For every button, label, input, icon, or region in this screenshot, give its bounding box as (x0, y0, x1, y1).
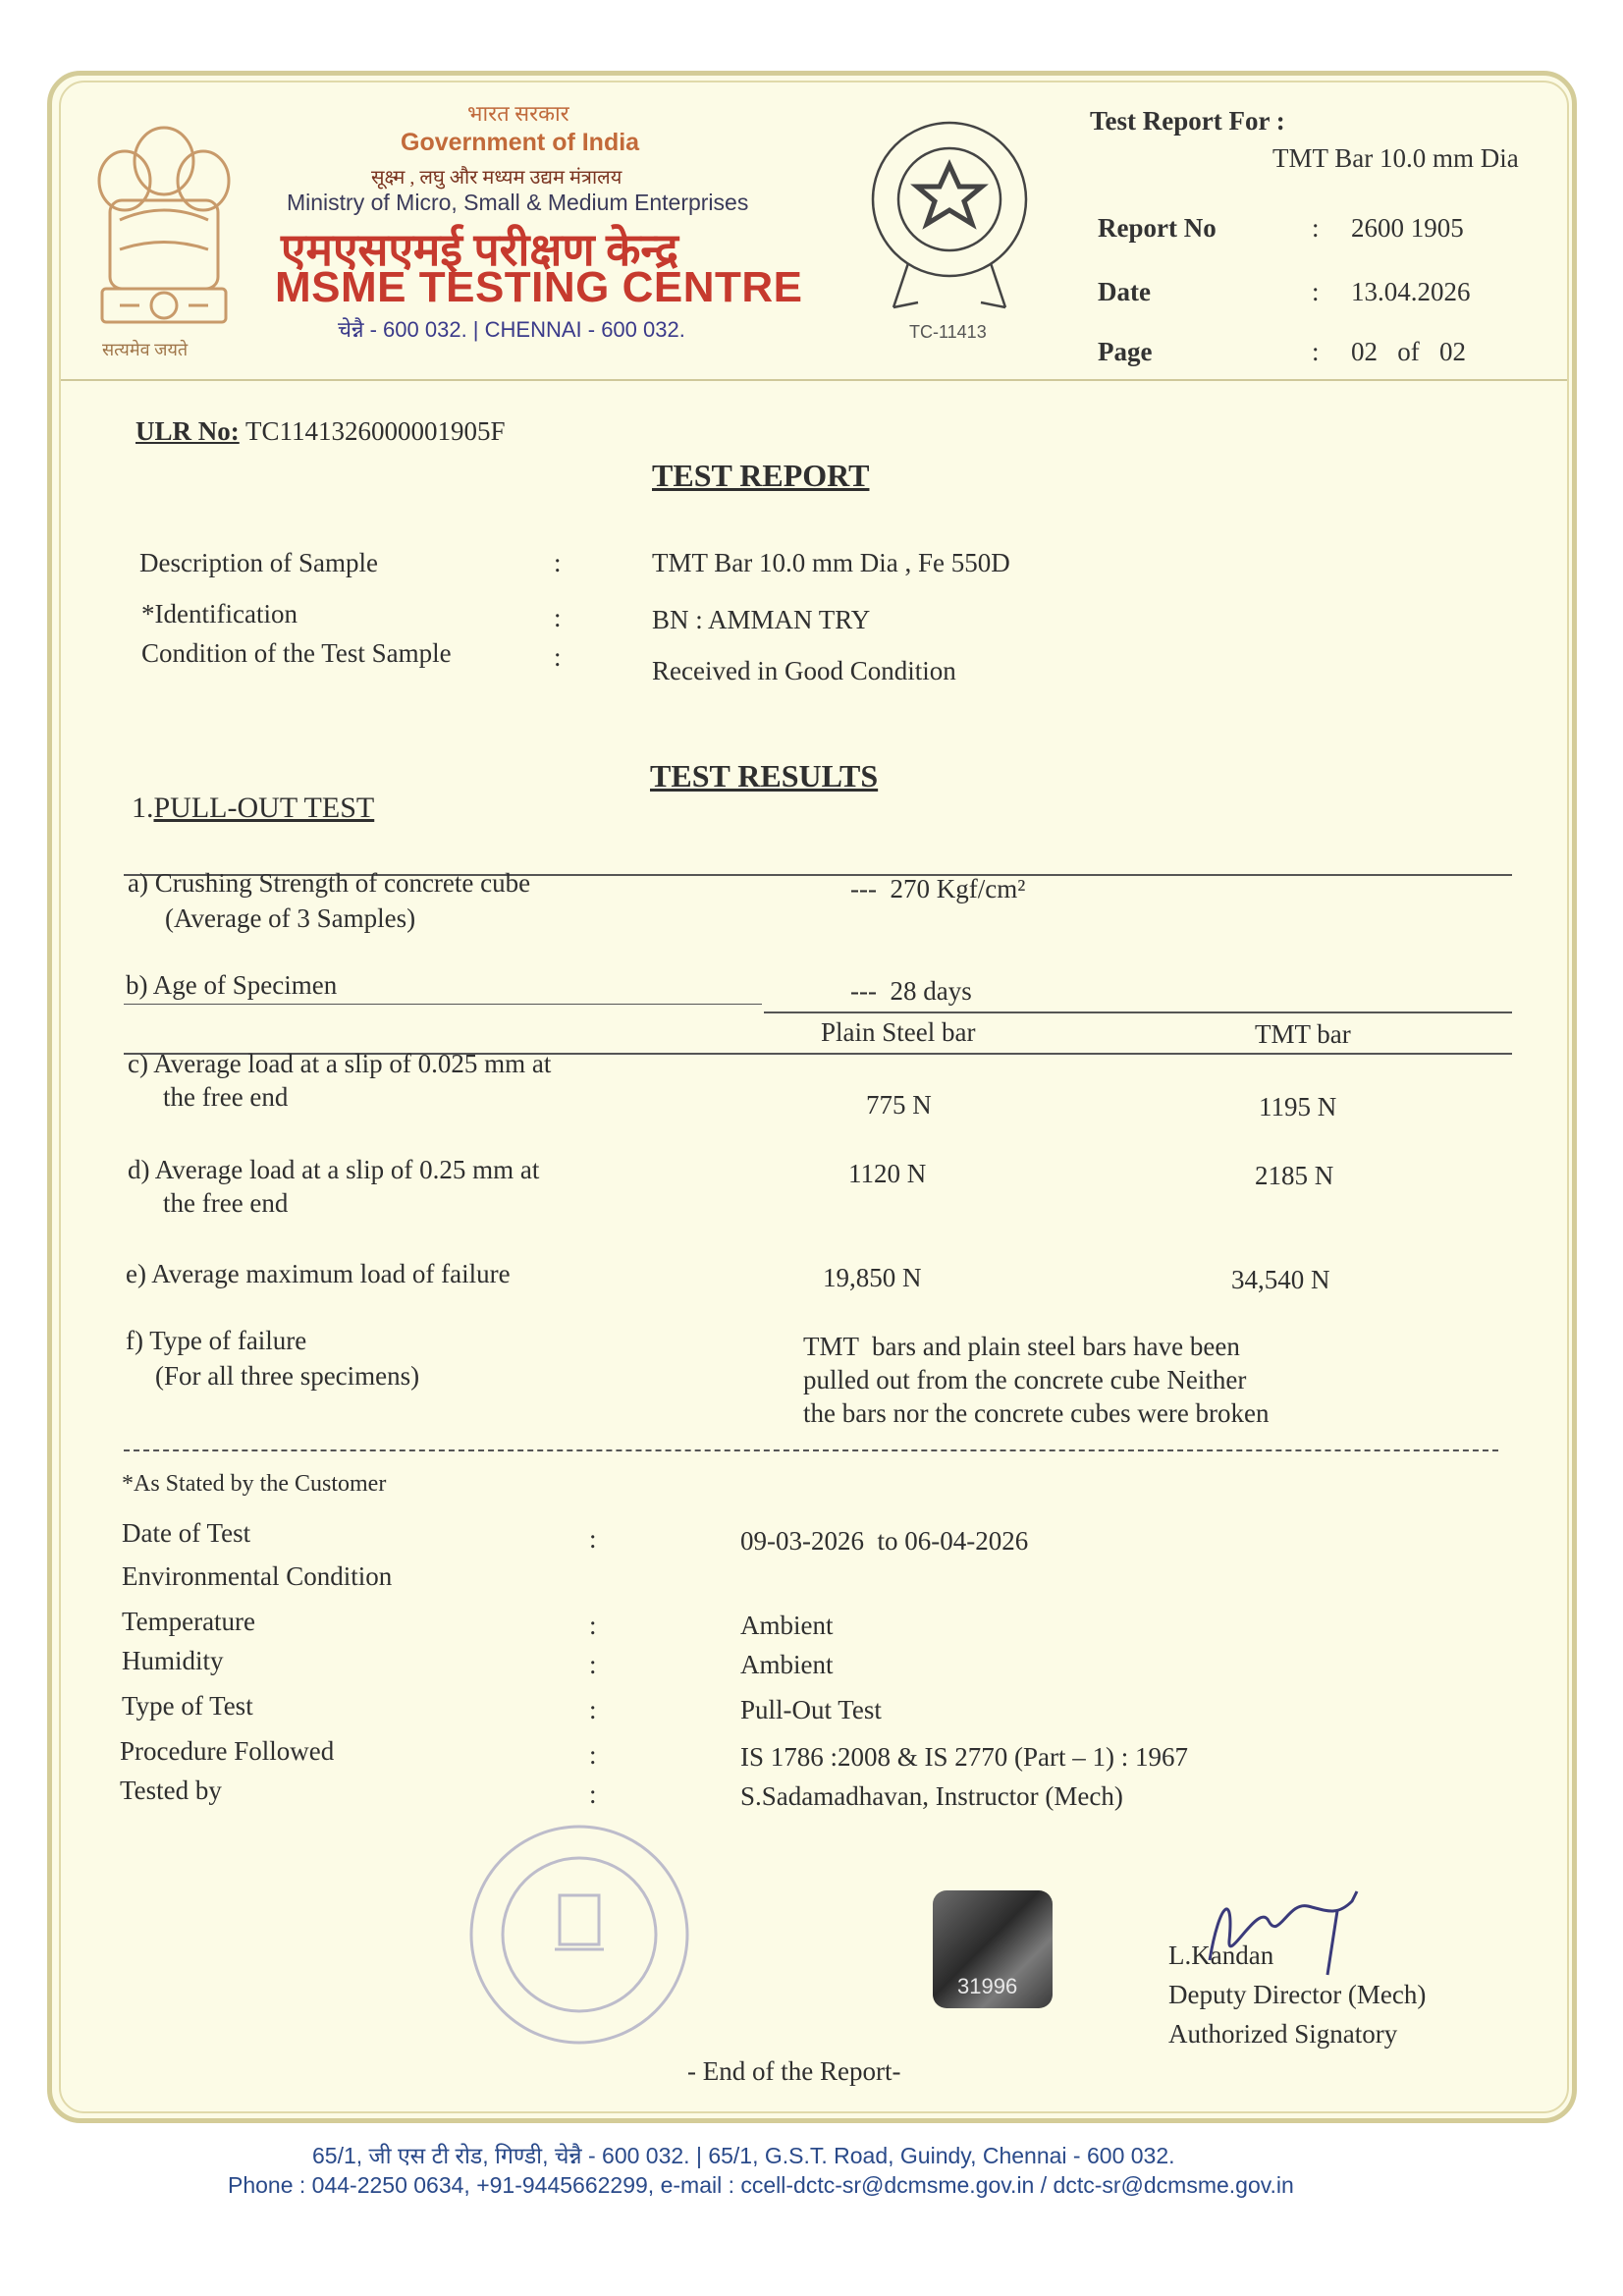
identification-label: *Identification (141, 599, 298, 629)
slip-025-label: d) Average load at a slip of 0.25 mm at (128, 1155, 540, 1184)
type-of-test-label: Type of Test (122, 1691, 253, 1721)
date-of-test-value: 09-03-2026 to 06-04-2026 (740, 1526, 1029, 1556)
slip-0025-sublabel: the free end (163, 1082, 289, 1112)
column-tmt-bar: TMT bar (1255, 1019, 1351, 1049)
page-value: 02 of 02 (1351, 337, 1466, 366)
tested-by-label: Tested by (120, 1776, 222, 1805)
description-label: Description of Sample (139, 548, 378, 577)
test-report-for-label: Test Report For : (1090, 106, 1285, 136)
slip-025-sublabel: the free end (163, 1188, 289, 1218)
section-heading: 1.PULL-OUT TEST (132, 792, 375, 824)
temperature-value: Ambient (740, 1611, 834, 1640)
slip-025-tmt: 2185 N (1255, 1161, 1334, 1190)
identification-colon: : (554, 603, 562, 632)
condition-value: Received in Good Condition (652, 656, 956, 685)
authorized-signatory: Authorized Signatory (1168, 2019, 1398, 2049)
tested-by-colon: : (589, 1779, 597, 1809)
report-no-value: 2600 1905 (1351, 213, 1464, 243)
tested-by-value: S.Sadamadhavan, Instructor (Mech) (740, 1781, 1123, 1811)
slip-025-plain: 1120 N (848, 1159, 927, 1188)
accreditation-code: TC-11413 (909, 322, 987, 342)
procedure-label: Procedure Followed (120, 1736, 335, 1766)
condition-label: Condition of the Test Sample (141, 638, 452, 668)
date-of-test-colon: : (589, 1524, 597, 1554)
temperature-colon: : (589, 1611, 597, 1640)
official-stamp-icon (461, 1817, 697, 2052)
government-hindi: भारत सरकार (467, 101, 569, 126)
identification-value: BN : AMMAN TRY (652, 605, 871, 634)
column-plain-steel: Plain Steel bar (821, 1017, 976, 1047)
age-label-underline (124, 1004, 762, 1005)
humidity-value: Ambient (740, 1650, 834, 1679)
page-label: Page (1098, 337, 1153, 366)
temperature-label: Temperature (122, 1607, 256, 1636)
procedure-colon: : (589, 1740, 597, 1770)
slip-0025-label: c) Average load at a slip of 0.025 mm at (128, 1049, 552, 1078)
hologram-number: 31996 (957, 1974, 1018, 1998)
date-value: 13.04.2026 (1351, 277, 1471, 306)
centre-name-english: MSME TESTING CENTRE (275, 263, 803, 311)
report-no-label: Report No (1098, 213, 1217, 243)
crushing-strength-label: a) Crushing Strength of concrete cube (128, 868, 531, 898)
signatory-name: L.Kandan (1168, 1941, 1274, 1970)
footer-address: 65/1, जी एस टी रोड, गिण्डी, चेन्नै - 600 032. | 65/1, G.S.T. Road, Guindy, Chennai - 600 032. (312, 2143, 1175, 2168)
description-colon: : (554, 548, 562, 577)
condition-colon: : (554, 642, 562, 672)
ulr-number (135, 416, 506, 447)
max-load-tmt: 34,540 N (1231, 1265, 1330, 1294)
environmental-condition-label: Environmental Condition (122, 1561, 393, 1591)
failure-type-sublabel: (For all three specimens) (155, 1361, 420, 1391)
signatory-designation: Deputy Director (Mech) (1168, 1980, 1427, 2009)
type-of-test-value: Pull-Out Test (740, 1695, 882, 1724)
slip-0025-plain: 775 N (866, 1090, 932, 1120)
type-of-test-colon: : (589, 1695, 597, 1724)
centre-name-hindi: एमएसएमई परीक्षण केन्द्र (281, 225, 679, 275)
date-of-test-label: Date of Test (122, 1518, 251, 1548)
humidity-colon: : (589, 1650, 597, 1679)
ministry-hindi: सूक्ष्म , लघु और मध्यम उद्यम मंत्रालय (371, 167, 622, 189)
crushing-strength-value: --- 270 Kgf/cm² (850, 874, 1026, 903)
emblem-motto: सत्यमेव जयते (102, 340, 189, 359)
date-label: Date (1098, 277, 1151, 306)
national-emblem-icon (81, 102, 247, 367)
dashed-separator (124, 1449, 1498, 1451)
footer-contact: Phone : 044-2250 0634, +91-9445662299, e-mail : ccell-dctc-sr@dcmsme.gov.in / dctc-sr@dcmsme.gov.in (228, 2172, 1294, 2198)
age-value-rule (764, 1011, 1512, 1013)
description-value: TMT Bar 10.0 mm Dia , Fe 550D (652, 548, 1010, 577)
ministry-english: Ministry of Micro, Small & Medium Enterprises (287, 190, 749, 215)
slip-0025-tmt: 1195 N (1259, 1092, 1337, 1121)
ulr-value: TC1141326000001905F (245, 416, 506, 446)
failure-type-value-line3: the bars nor the concrete cubes were broken (803, 1398, 1270, 1428)
ulr-label: ULR No: (135, 416, 240, 446)
date-colon: : (1312, 277, 1320, 306)
report-no-colon: : (1312, 213, 1320, 243)
test-report-for-value: TMT Bar 10.0 mm Dia (1272, 143, 1519, 173)
max-load-plain: 19,850 N (823, 1263, 922, 1292)
failure-type-value-line1: TMT bars and plain steel bars have been (803, 1332, 1240, 1361)
results-title: TEST RESULTS (650, 758, 879, 793)
government-english: Government of India (401, 129, 640, 156)
page-colon: : (1312, 337, 1320, 366)
customer-note: *As Stated by the Customer (122, 1471, 387, 1497)
age-of-specimen-label: b) Age of Specimen (126, 970, 338, 1000)
crushing-strength-sublabel: (Average of 3 Samples) (165, 903, 416, 933)
accreditation-seal-icon (864, 116, 1036, 312)
max-load-label: e) Average maximum load of failure (126, 1259, 511, 1288)
failure-type-label: f) Type of failure (126, 1326, 307, 1355)
humidity-label: Humidity (122, 1646, 224, 1675)
header-divider (61, 379, 1567, 381)
report-title: TEST REPORT (652, 458, 870, 493)
centre-address-line: चेन्नै - 600 032. | CHENNAI - 600 032. (338, 317, 685, 342)
procedure-value: IS 1786 :2008 & IS 2770 (Part – 1) : 1967 (740, 1742, 1188, 1772)
failure-type-value-line2: pulled out from the concrete cube Neither (803, 1365, 1247, 1394)
end-of-report-note: - End of the Report- (687, 2056, 901, 2086)
age-of-specimen-value: --- 28 days (850, 976, 972, 1006)
